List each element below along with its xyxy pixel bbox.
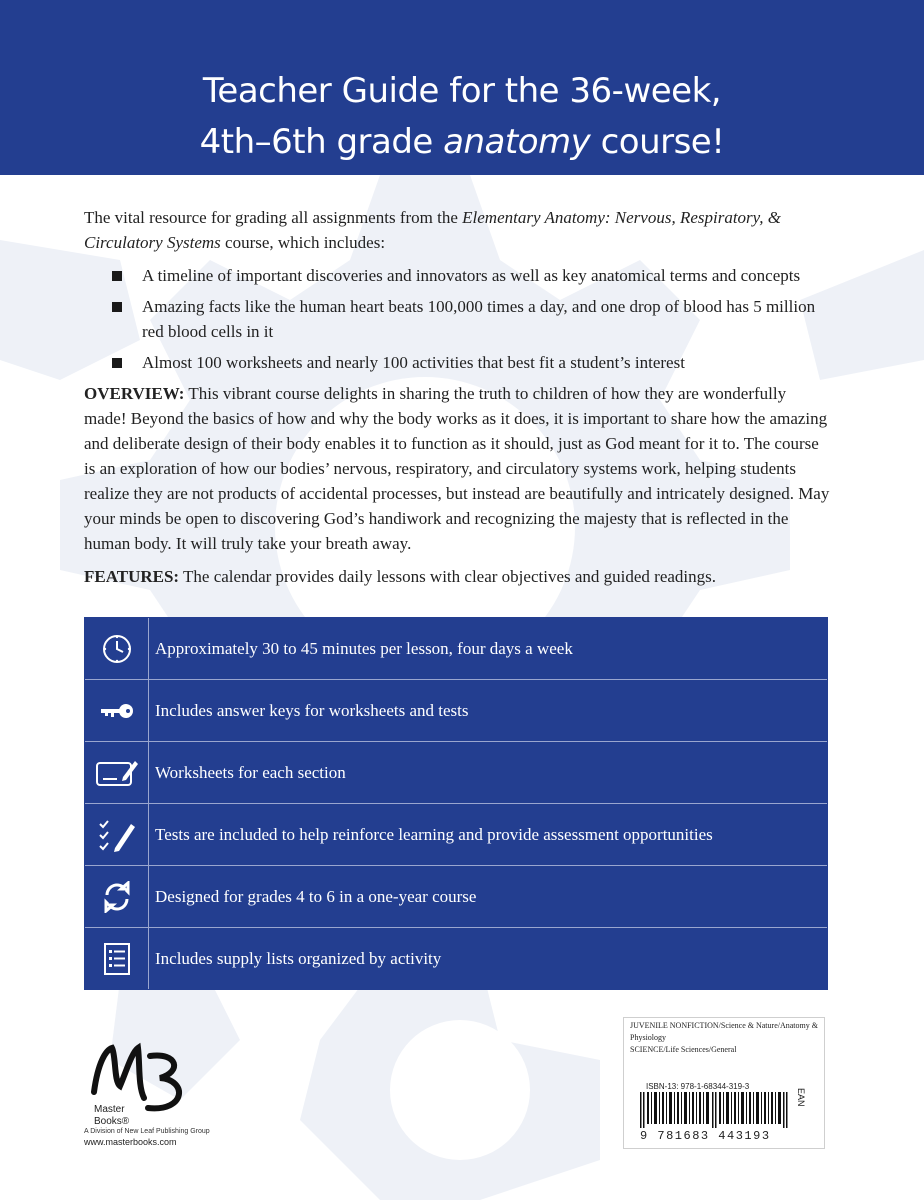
barcode-bars — [640, 1092, 790, 1128]
bullet-square-icon — [112, 271, 122, 281]
feature-row — [85, 741, 827, 803]
feature-row — [85, 803, 827, 865]
key-icon — [85, 680, 149, 741]
header-title-line2-prefix: 4th–6th grade — [199, 122, 444, 162]
worksheet-icon — [85, 742, 149, 803]
feature-text: Approximately 30 to 45 minutes per lesson, four days a week — [155, 638, 573, 658]
list-item — [112, 350, 832, 375]
cycle-arrows-icon — [85, 866, 149, 927]
feature-text: Designed for grades 4 to 6 in a one-year course — [155, 886, 477, 906]
course-title: Elementary Anatomy: Nervous, Respiratory, & Circulatory Systems — [84, 208, 781, 252]
header-title-line1: Teacher Guide for the 36-week, — [202, 71, 722, 111]
feature-row — [85, 618, 827, 679]
bisac-line1: JUVENILE NONFICTION/Science & Nature/Anatomy & Physiology — [630, 1021, 818, 1042]
overview-text: This vibrant course delights in sharing the truth to children of how they are wonderfully made! Beyond the basics of how and why the body works as it does, it is important to share how the amazing and deliberate design of their body enables it to function as it should, just as God meant for it to. The course is an exploration of how our bodies’ nervous, respiratory, and circulatory systems work, helping students realize they are not products of accidental processes, but instead are beautifully and intricately designed. May your minds be open to discovering God’s handiwork and recognizing the majesty that is reflected in the human body. It will truly take your breath away. — [84, 384, 830, 553]
list-item-text: A timeline of important discoveries and innovators as well as key anatomical terms and concepts — [142, 266, 801, 285]
clock-icon — [85, 618, 149, 679]
publisher-url[interactable]: www.masterbooks.com — [84, 1137, 177, 1147]
bullet-square-icon — [112, 358, 122, 368]
list-icon — [85, 928, 149, 989]
feature-text: Includes answer keys for worksheets and tests — [155, 700, 469, 720]
header-title-line2-suffix: course! — [590, 122, 725, 162]
feature-table — [84, 617, 828, 990]
features-paragraph — [84, 564, 832, 589]
features-text: The calendar provides daily lessons with clear objectives and guided readings. — [179, 567, 717, 586]
publisher-name — [94, 1104, 129, 1128]
isbn-text: ISBN-13: 978-1-68344-319-3 — [646, 1082, 750, 1091]
feature-row — [85, 679, 827, 741]
header-title-italic: anatomy — [443, 122, 591, 162]
feature-text: Includes supply lists organized by activity — [155, 948, 442, 968]
intro-suffix: course, which includes: — [220, 233, 386, 252]
features-label: FEATURES: — [84, 567, 180, 586]
intro-paragraph — [84, 205, 832, 255]
header-band — [0, 0, 924, 175]
list-item — [112, 294, 832, 344]
header-title-line2 — [0, 117, 924, 168]
barcode-box — [623, 1017, 825, 1149]
publisher-division: A Division of New Leaf Publishing Group — [84, 1128, 210, 1135]
list-item-text: Amazing facts like the human heart beats 100,000 times a day, and one drop of blood has 5 million red blood cells in it — [142, 297, 816, 341]
includes-list — [84, 263, 832, 375]
feature-row — [85, 927, 827, 989]
header-title — [0, 66, 924, 168]
publisher-name-line1: Master — [94, 1104, 125, 1115]
feature-text: Tests are included to help reinforce learning and provide assessment opportunities — [155, 824, 713, 844]
overview-paragraph — [84, 381, 832, 556]
barcode-digits: 9 781683 443193 — [640, 1129, 771, 1143]
list-item — [112, 263, 832, 288]
intro-prefix: The vital resource for grading all assignments from the — [84, 208, 463, 227]
checklist-pencil-icon — [85, 804, 149, 865]
publisher-name-line2: Books® — [94, 1116, 130, 1127]
feature-row — [85, 865, 827, 927]
body-content — [84, 205, 832, 589]
ean-label: EAN — [796, 1088, 806, 1107]
bisac-line2: SCIENCE/Life Sciences/General — [630, 1045, 737, 1054]
master-books-logo[interactable] — [84, 1042, 224, 1152]
overview-label: OVERVIEW: — [84, 384, 185, 403]
feature-text: Worksheets for each section — [155, 762, 346, 782]
bullet-square-icon — [112, 302, 122, 312]
list-item-text: Almost 100 worksheets and nearly 100 activities that best fit a student’s interest — [142, 353, 685, 372]
bisac-categories — [630, 1020, 818, 1056]
